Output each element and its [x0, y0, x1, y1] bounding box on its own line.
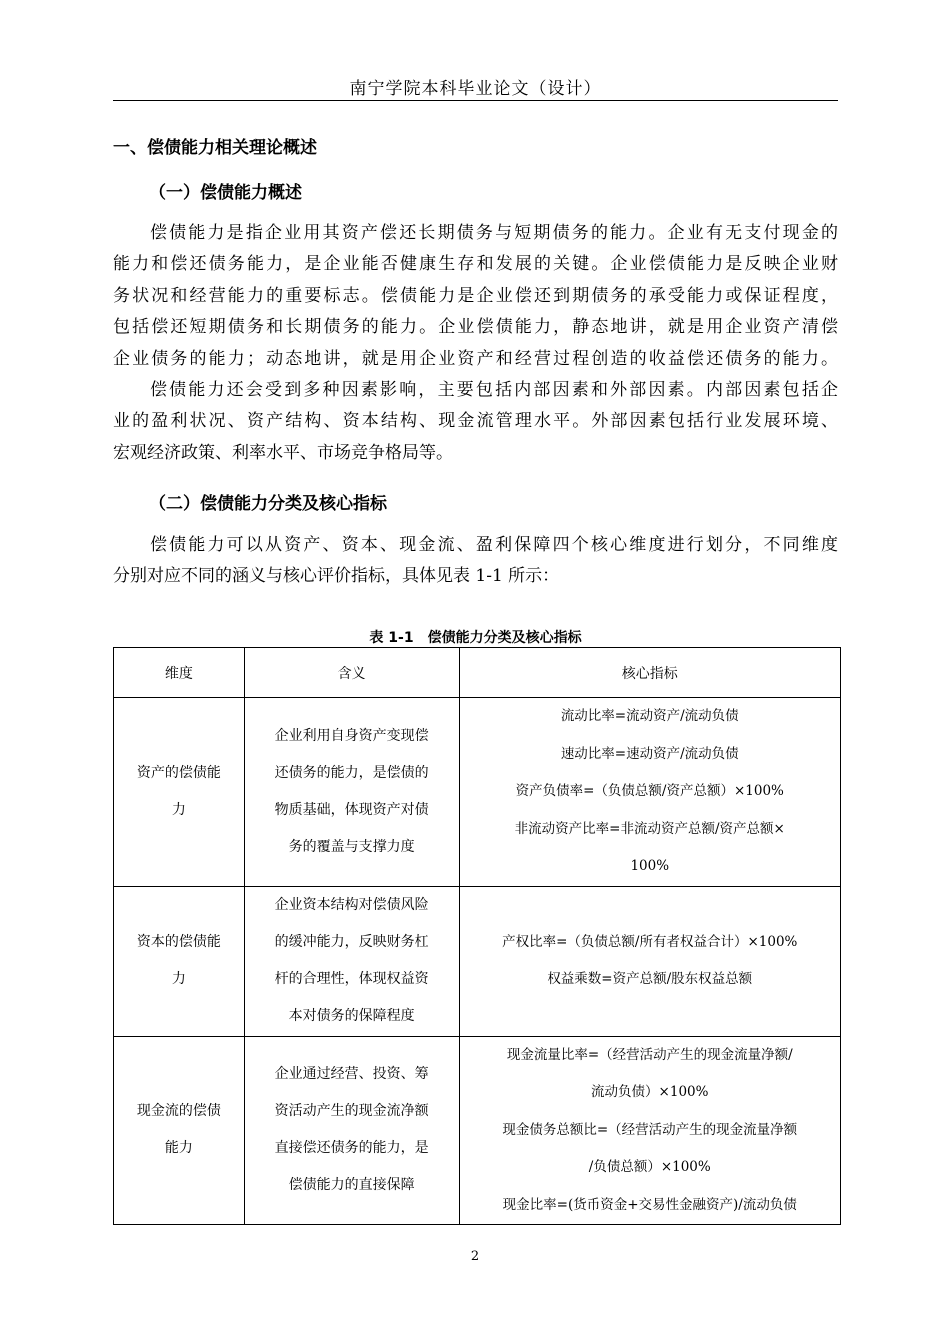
- text-line: 分别对应不同的涵义与核心评价指标，具体见表 1-1 所示：: [113, 566, 560, 587]
- table-row: [114, 698, 841, 887]
- paragraph-2: [113, 375, 838, 469]
- meaning-cell: 企业资本结构对偿债风险 的缓冲能力，反映财务杠 杆的合理性，体现权益资 本对债务的保障程度: [244, 886, 459, 1036]
- dimension-cell: 现金流的偿债 能力: [114, 1036, 245, 1225]
- dimension-cell: 资产的偿债能 力: [114, 698, 245, 887]
- header-divider: [113, 100, 838, 101]
- indicators-cell: 流动比率=流动资产/流动负债 速动比率=速动资产/流动负债 资产负债率=（负债总额/资产总额）×100% 非流动资产比率=非流动资产总额/资产总额× 100%: [459, 698, 840, 887]
- column-header-meaning: 含义: [244, 648, 459, 698]
- paragraph-3: [113, 530, 838, 593]
- column-header-dimension: 维度: [114, 648, 245, 698]
- column-header-indicators: 核心指标: [459, 648, 840, 698]
- table-header-row: [114, 648, 841, 698]
- meaning-cell: 企业通过经营、投资、筹 资活动产生的现金流净额 直接偿还债务的能力，是 偿债能力的直接保障: [244, 1036, 459, 1225]
- indicators-cell: 现金流量比率=（经营活动产生的现金流量净额/ 流动负债）×100% 现金债务总额比=（经营活动产生的现金流量净额 /负债总额）×100% 现金比率=(货币资金+交易性金融资产)/流动负债: [459, 1036, 840, 1225]
- text-line: 业的盈利状况、资产结构、资本结构、现金流管理水平。外部因素包括行业发展环境、: [113, 411, 838, 432]
- subsection-heading-1: （一）偿债能力概述: [149, 183, 302, 203]
- page-number: 2: [470, 1249, 480, 1264]
- table-row: [114, 886, 841, 1036]
- text-line: 宏观经济政策、利率水平、市场竞争格局等。: [113, 442, 453, 463]
- text-line: 务状况和经营能力的重要标志。偿债能力是企业偿还到期债务的承受能力或保证程度，: [113, 285, 838, 306]
- section-heading: 一、偿债能力相关理论概述: [113, 138, 317, 158]
- text-line: 企业债务的能力；动态地讲，就是用企业资产和经营过程创造的收益偿还债务的能力。: [113, 348, 838, 369]
- meaning-cell: 企业利用自身资产变现偿 还债务的能力，是偿债的 物质基础，体现资产对债 务的覆盖与支撑力度: [244, 698, 459, 887]
- text-line: 能力和偿还债务能力，是企业能否健康生存和发展的关键。企业偿债能力是反映企业财: [113, 254, 838, 275]
- indicator-table: [113, 647, 841, 1225]
- subsection-heading-2: （二）偿债能力分类及核心指标: [149, 494, 387, 514]
- paragraph-1: [113, 218, 838, 375]
- dimension-cell: 资本的偿债能 力: [114, 886, 245, 1036]
- text-line: 包括偿还短期债务和长期债务的能力。企业偿债能力，静态地讲，就是用企业资产清偿: [113, 317, 838, 338]
- text-line: 偿债能力还会受到多种因素影响，主要包括内部因素和外部因素。内部因素包括企: [150, 380, 838, 400]
- page-header: 南宁学院本科毕业论文（设计）: [349, 79, 602, 99]
- text-line: 偿债能力可以从资产、资本、现金流、盈利保障四个核心维度进行划分，不同维度: [150, 535, 838, 555]
- indicators-cell: 产权比率=（负债总额/所有者权益合计）×100% 权益乘数=资产总额/股东权益总额: [459, 886, 840, 1036]
- table-row: [114, 1036, 841, 1225]
- table-caption: 表 1-1 偿债能力分类及核心指标: [369, 630, 582, 646]
- text-line: 偿债能力是指企业用其资产偿还长期债务与短期债务的能力。企业有无支付现金的: [150, 223, 838, 243]
